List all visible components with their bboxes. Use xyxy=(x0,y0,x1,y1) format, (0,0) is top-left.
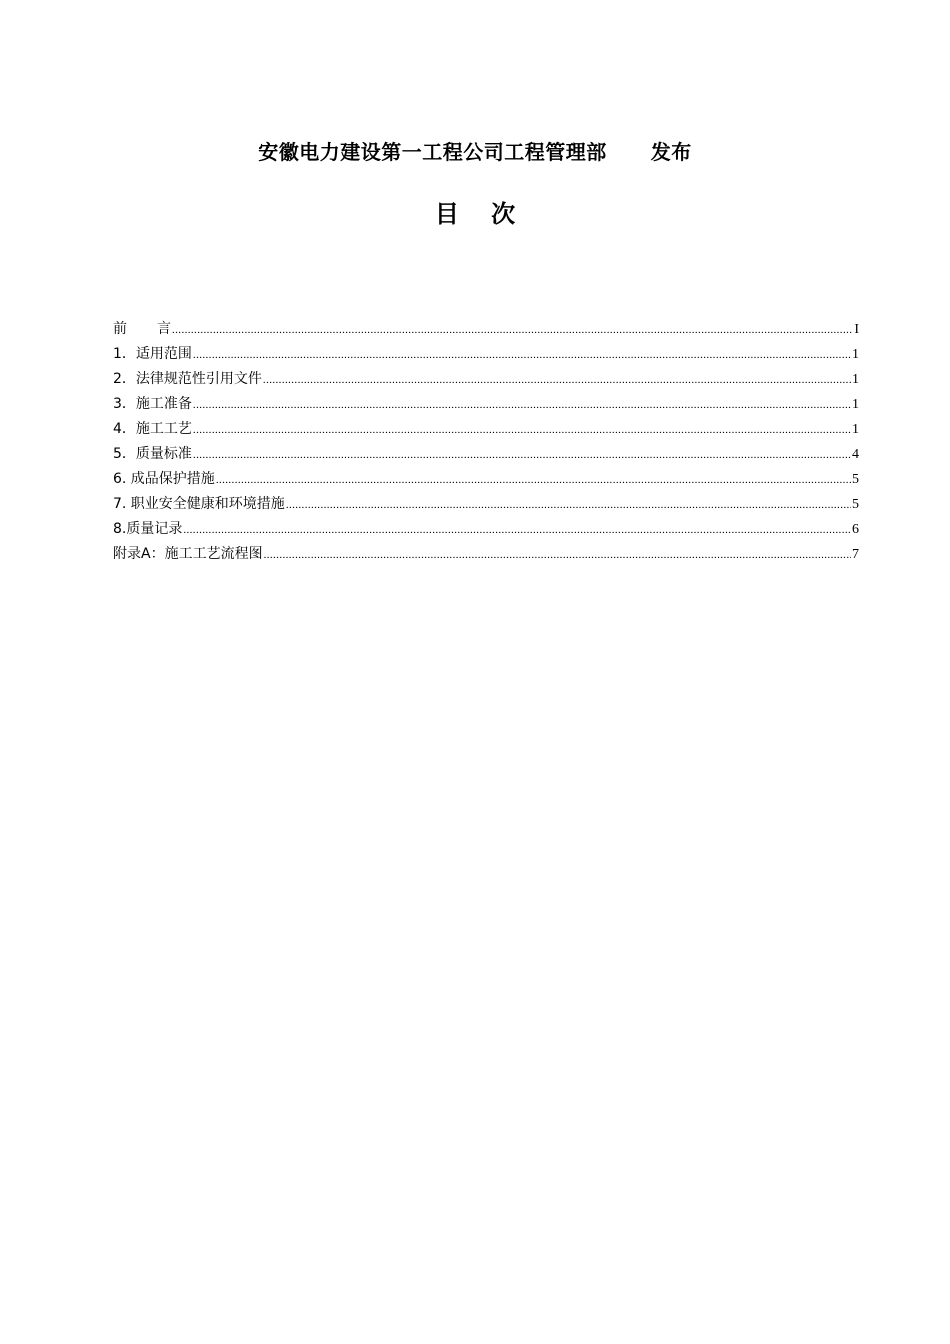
toc-entry-safety-environment[interactable] xyxy=(113,492,859,517)
dot-leader xyxy=(286,493,851,518)
toc-page-number: I xyxy=(854,322,859,337)
toc-page-number: 5 xyxy=(852,497,859,512)
publisher-line xyxy=(0,138,950,166)
toc-page-number: 5 xyxy=(852,472,859,487)
toc-entry-label: 5．质量标准 xyxy=(113,446,192,462)
toc-entry-preface[interactable] xyxy=(113,317,859,342)
toc-page-number: 7 xyxy=(852,547,859,562)
toc-page-number: 1 xyxy=(852,422,859,437)
table-of-contents xyxy=(113,317,859,567)
toc-page-number: 6 xyxy=(852,522,859,537)
toc-entry-preparation[interactable] xyxy=(113,392,859,417)
dot-leader xyxy=(193,418,851,443)
toc-entry-scope[interactable] xyxy=(113,342,859,367)
toc-page-number: 1 xyxy=(852,372,859,387)
toc-entry-quality-standard[interactable] xyxy=(113,442,859,467)
dot-leader xyxy=(193,443,851,468)
toc-entry-quality-records[interactable] xyxy=(113,517,859,542)
toc-page-number: 4 xyxy=(852,447,859,462)
dot-leader xyxy=(183,518,851,543)
toc-page-number: 1 xyxy=(852,347,859,362)
toc-entry-label: 7. 职业安全健康和环境措施 xyxy=(113,496,285,512)
toc-entry-label: 6. 成品保护措施 xyxy=(113,471,215,487)
toc-entry-process[interactable] xyxy=(113,417,859,442)
dot-leader xyxy=(263,368,851,393)
toc-entry-references[interactable] xyxy=(113,367,859,392)
toc-entry-appendix-a[interactable] xyxy=(113,542,859,567)
dot-leader xyxy=(193,393,851,418)
toc-entry-label: 8.质量记录 xyxy=(113,521,183,537)
dot-leader xyxy=(172,318,853,343)
dot-leader xyxy=(264,543,851,568)
toc-entry-label: 前 言 xyxy=(113,321,171,337)
toc-title: 目 次 xyxy=(434,200,528,228)
dot-leader xyxy=(216,468,851,493)
toc-entry-label: 1．适用范围 xyxy=(113,346,192,362)
publish-label: 发布 xyxy=(650,140,692,164)
toc-entry-label: 2．法律规范性引用文件 xyxy=(113,371,262,387)
toc-page-number: 1 xyxy=(852,397,859,412)
toc-entry-product-protection[interactable] xyxy=(113,467,859,492)
publisher-name: 安徽电力建设第一工程公司工程管理部 xyxy=(258,140,607,164)
toc-entry-label: 4．施工工艺 xyxy=(113,421,192,437)
dot-leader xyxy=(193,343,851,368)
toc-entry-label: 附录A：施工工艺流程图 xyxy=(113,546,263,562)
toc-entry-label: 3．施工准备 xyxy=(113,396,192,412)
